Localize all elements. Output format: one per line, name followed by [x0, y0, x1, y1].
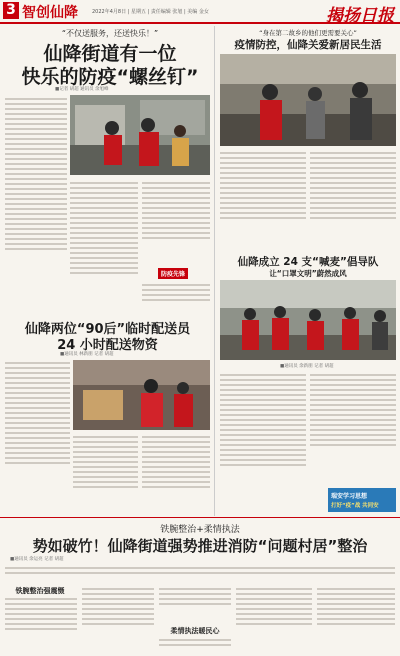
feature-label: 防疫先锋	[158, 268, 188, 279]
promo-banner	[328, 488, 396, 512]
story1-byline: ■记者 胡超 通讯员 余旭峰	[55, 87, 109, 92]
page-header	[0, 0, 400, 24]
story1-body-col3b	[142, 282, 210, 312]
story1-photo	[70, 95, 210, 175]
bottom-headline: 势如破竹！仙降街道强势推进消防“问题村居”整治	[32, 537, 368, 555]
issue-meta: 2022年4月8日 | 星期五 | 责任编辑 张旭 | 美编 金女	[92, 9, 209, 15]
bottom-col3	[159, 586, 231, 620]
bottom-col1	[5, 596, 77, 654]
column-divider	[214, 26, 215, 516]
promo-line-2: 打好“疫”战 共同安	[331, 503, 379, 509]
bottom-subhead-2: 柔情执法暖民心	[170, 627, 220, 635]
story1-headline-1: 仙降街道有一位	[43, 43, 177, 65]
story1-body-col3	[142, 180, 210, 265]
story2-photo-image	[220, 54, 396, 146]
bottom-col4	[236, 586, 312, 654]
story4-byline: ■通讯员 余新朋 记者 胡超	[280, 364, 334, 369]
bottom-col5	[317, 586, 395, 654]
bottom-col3b	[159, 637, 231, 654]
story3-body-col3	[142, 434, 210, 512]
masthead-logo: 揭扬日报	[326, 6, 394, 26]
story3-body-col1	[5, 360, 70, 510]
story3-photo-image	[73, 360, 210, 430]
story4-photo	[220, 280, 396, 360]
story2-headline: 疫情防控，仙降关爱新居民生活	[234, 39, 382, 51]
story1-headline-2: 快乐的防疫“螺丝钉”	[21, 66, 199, 88]
story1-photo-image	[70, 95, 210, 175]
story2-kicker: “身在第二故乡的他们更需要关心”	[259, 29, 357, 37]
story3-headline-2: 24 小时配送物资	[57, 338, 158, 353]
story4-body-col1	[220, 372, 306, 512]
story2-body-col2	[310, 150, 396, 250]
story4-subtitle: 让“口罩文明”蔚然成风	[269, 269, 347, 278]
story3-headline-1: 仙降两位“90后”临时配送员	[24, 322, 191, 337]
section-title: 智创仙降	[22, 5, 78, 21]
story1-body-col1	[5, 96, 67, 311]
story3-photo	[73, 360, 210, 430]
story4-headline: 仙降成立 24 支“喊麦”倡导队	[237, 256, 379, 268]
page-number: 3	[3, 2, 19, 19]
story4-photo-image	[220, 280, 396, 360]
story2-body-col1	[220, 150, 306, 250]
story4-body-col2	[310, 372, 396, 484]
story3-body-col2	[73, 434, 138, 512]
bottom-subhead-1: 铁腕整治强震慑	[15, 587, 65, 595]
story1-body-col2	[70, 180, 138, 310]
story2-photo	[220, 54, 396, 146]
story3-byline: ■通讯员 林新朋 记者 胡超	[60, 352, 114, 357]
bottom-byline: ■通讯员 余运亮 记者 胡超	[10, 557, 64, 562]
bottom-kicker: 铁腕整治+柔情执法	[160, 525, 240, 535]
bottom-col2	[82, 586, 154, 654]
bottom-lead	[5, 565, 395, 583]
promo-line-1: 瑞安学习思想	[331, 493, 368, 500]
story1-kicker: “不仅送服务，还送快乐！”	[61, 29, 159, 38]
bottom-divider	[0, 517, 400, 518]
